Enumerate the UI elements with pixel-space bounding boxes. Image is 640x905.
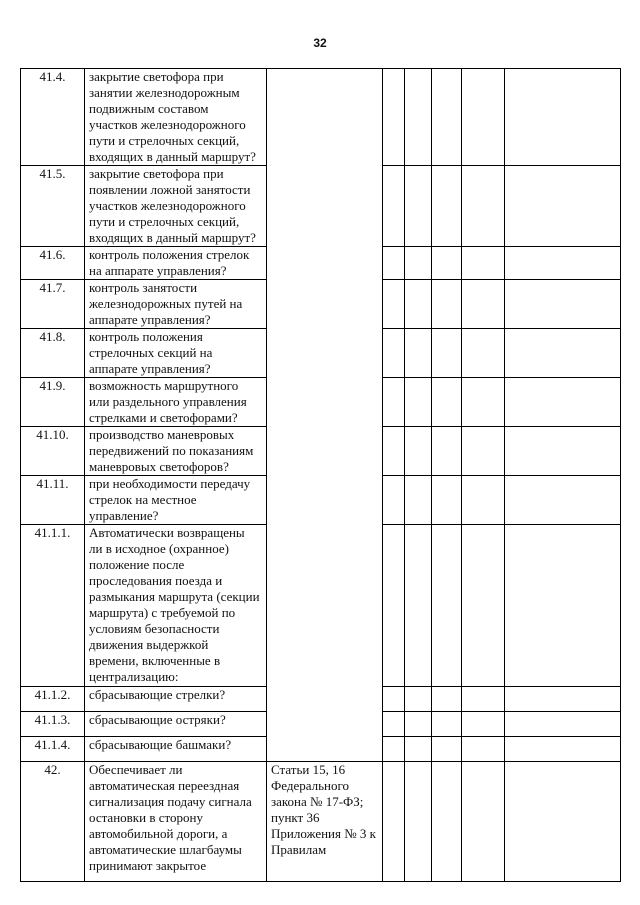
answer-no-cell <box>405 427 432 476</box>
answer-no-cell <box>405 737 432 762</box>
question-text: контроль занятости железнодорожных путей на аппарате управления? <box>85 280 267 329</box>
item-number: 41.4. <box>21 69 85 166</box>
answer-no-cell <box>405 378 432 427</box>
answer-na-cell <box>432 166 462 247</box>
answer-yes-cell <box>383 329 405 378</box>
item-number: 41.1.1. <box>21 525 85 687</box>
notes-cell <box>505 525 621 687</box>
answer-na-cell <box>432 712 462 737</box>
notes-cell <box>505 378 621 427</box>
answer-extra-cell <box>462 247 505 280</box>
legal-basis-cell <box>267 69 383 762</box>
question-text: закрытие светофора при занятии железнодорожным подвижным составом участков железнодорожного пути и стрелочных секций, входящих в данный маршрут? <box>85 69 267 166</box>
notes-cell <box>505 712 621 737</box>
question-text: Обеспечивает ли автоматическая переездная сигнализация подачу сигнала остановки в сторону автомобильной дороги, а автоматические шлагбаумы принимают закрытое <box>85 762 267 882</box>
answer-no-cell <box>405 166 432 247</box>
notes-cell <box>505 329 621 378</box>
answer-no-cell <box>405 247 432 280</box>
notes-cell <box>505 166 621 247</box>
notes-cell <box>505 247 621 280</box>
item-number: 41.11. <box>21 476 85 525</box>
answer-na-cell <box>432 476 462 525</box>
answer-no-cell <box>405 329 432 378</box>
notes-cell <box>505 737 621 762</box>
answer-na-cell <box>432 762 462 882</box>
answer-extra-cell <box>462 280 505 329</box>
table-row <box>21 762 621 882</box>
item-number: 41.5. <box>21 166 85 247</box>
item-number: 41.8. <box>21 329 85 378</box>
answer-yes-cell <box>383 69 405 166</box>
item-number: 41.1.4. <box>21 737 85 762</box>
item-number: 41.1.2. <box>21 687 85 712</box>
answer-na-cell <box>432 329 462 378</box>
answer-extra-cell <box>462 427 505 476</box>
answer-no-cell <box>405 280 432 329</box>
answer-yes-cell <box>383 712 405 737</box>
answer-yes-cell <box>383 247 405 280</box>
checklist-table <box>20 68 621 882</box>
answer-extra-cell <box>462 329 505 378</box>
legal-basis-text: Статьи 15, 16 Федерального закона № 17-ФЗ; пункт 36 Приложения № 3 к Правилам <box>267 762 383 882</box>
table-row <box>21 69 621 166</box>
answer-extra-cell <box>462 525 505 687</box>
answer-yes-cell <box>383 687 405 712</box>
item-number: 41.7. <box>21 280 85 329</box>
question-text: сбрасывающие стрелки? <box>85 687 267 712</box>
answer-yes-cell <box>383 762 405 882</box>
question-text: сбрасывающие башмаки? <box>85 737 267 762</box>
answer-na-cell <box>432 247 462 280</box>
notes-cell <box>505 280 621 329</box>
answer-no-cell <box>405 762 432 882</box>
answer-na-cell <box>432 69 462 166</box>
notes-cell <box>505 69 621 166</box>
answer-na-cell <box>432 687 462 712</box>
answer-extra-cell <box>462 69 505 166</box>
answer-extra-cell <box>462 737 505 762</box>
question-text: закрытие светофора при появлении ложной занятости участков железнодорожного пути и стрелочных секций, входящих в данный маршрут? <box>85 166 267 247</box>
notes-cell <box>505 476 621 525</box>
answer-extra-cell <box>462 476 505 525</box>
answer-yes-cell <box>383 476 405 525</box>
answer-na-cell <box>432 427 462 476</box>
answer-yes-cell <box>383 166 405 247</box>
answer-extra-cell <box>462 712 505 737</box>
question-text: производство маневровых передвижений по показаниям маневровых светофоров? <box>85 427 267 476</box>
item-number: 41.1.3. <box>21 712 85 737</box>
item-number: 41.10. <box>21 427 85 476</box>
item-number: 42. <box>21 762 85 882</box>
answer-no-cell <box>405 476 432 525</box>
answer-yes-cell <box>383 427 405 476</box>
answer-na-cell <box>432 737 462 762</box>
item-number: 41.6. <box>21 247 85 280</box>
answer-yes-cell <box>383 525 405 687</box>
question-text: Автоматически возвращены ли в исходное (охранное) положение после проследования поезда и размыкания маршрута (секции маршрута) с требуемой по условиям безопасности движения выдержкой времени, включенные в централизацию: <box>85 525 267 687</box>
answer-na-cell <box>432 280 462 329</box>
question-text: контроль положения стрелок на аппарате управления? <box>85 247 267 280</box>
answer-no-cell <box>405 525 432 687</box>
answer-na-cell <box>432 525 462 687</box>
question-text: контроль положения стрелочных секций на аппарате управления? <box>85 329 267 378</box>
question-text: возможность маршрутного или раздельного управления стрелками и светофорами? <box>85 378 267 427</box>
answer-extra-cell <box>462 166 505 247</box>
answer-na-cell <box>432 378 462 427</box>
question-text: сбрасывающие остряки? <box>85 712 267 737</box>
answer-no-cell <box>405 712 432 737</box>
page-number: 32 <box>313 36 327 50</box>
answer-extra-cell <box>462 378 505 427</box>
notes-cell <box>505 762 621 882</box>
answer-yes-cell <box>383 378 405 427</box>
notes-cell <box>505 427 621 476</box>
item-number: 41.9. <box>21 378 85 427</box>
answer-extra-cell <box>462 687 505 712</box>
answer-no-cell <box>405 687 432 712</box>
answer-yes-cell <box>383 280 405 329</box>
answer-yes-cell <box>383 737 405 762</box>
notes-cell <box>505 687 621 712</box>
question-text: при необходимости передачу стрелок на местное управление? <box>85 476 267 525</box>
answer-extra-cell <box>462 762 505 882</box>
answer-no-cell <box>405 69 432 166</box>
